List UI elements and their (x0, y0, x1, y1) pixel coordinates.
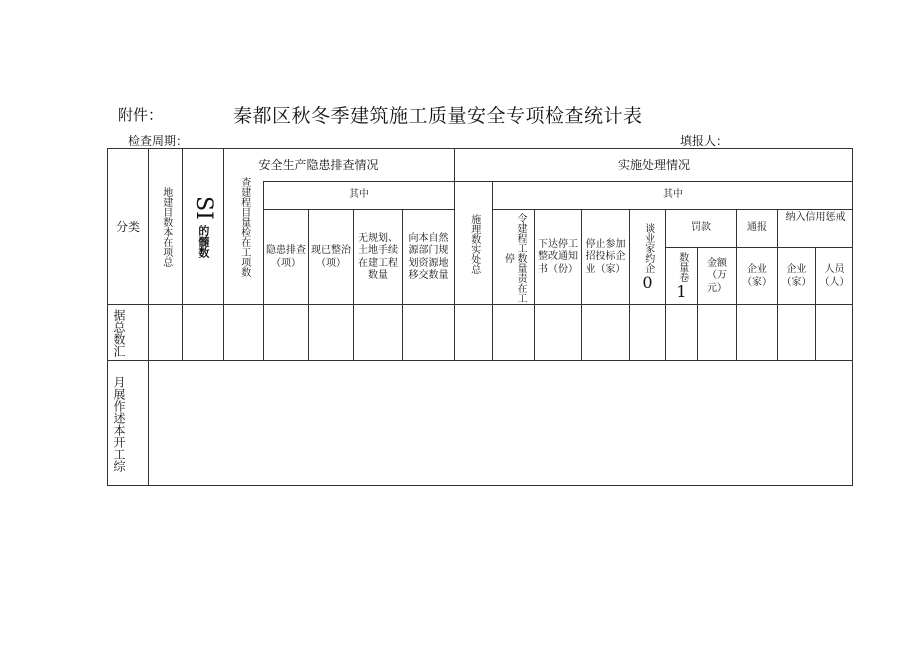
summary-cell (736, 304, 777, 360)
col-stop-work-header (492, 209, 534, 305)
row-work-text: 月展作述本开工综 (112, 375, 126, 472)
col-total-action-header (454, 181, 492, 305)
col-fine-amount-header: 金额（万元） (697, 247, 736, 305)
summary-cell (697, 304, 736, 360)
row-summary-text: 据总数汇 (112, 308, 126, 357)
col-fine-count-header (665, 247, 697, 305)
col-ban-bid-header: 停止参加招投标企业（家） (581, 209, 629, 305)
summary-cell (402, 304, 454, 360)
inspection-period-label: 检查周期： (128, 134, 189, 148)
summary-cell (353, 304, 402, 360)
col-sites-text: 地建目数本在项总 (160, 187, 172, 267)
summary-cell (308, 304, 353, 360)
summary-cell (581, 304, 629, 360)
summary-cell (629, 304, 665, 360)
col-interview-count: 0 (642, 272, 653, 292)
group-safety-header: 安全生产隐患排查情况 (182, 148, 454, 181)
col-interview-header (629, 209, 665, 305)
col-fine-count-mark: 1 (676, 281, 687, 301)
summary-cell (492, 304, 534, 360)
summary-cell (182, 304, 223, 360)
col-credit-person-header: 人员（人） (815, 247, 853, 305)
col-notice-header: 下达停工整改通知书（份） (534, 209, 581, 305)
summary-cell (534, 304, 581, 360)
page-title: 秦都区秋冬季建筑施工质量安全专项检查统计表 (233, 105, 643, 127)
row-summary-label (107, 304, 148, 360)
table-right-border (852, 148, 853, 486)
category-header: 分类 (107, 148, 148, 305)
col-notify-company-header: 企业（家） (736, 247, 777, 305)
col-notify-header: 通报 (736, 209, 777, 247)
col-si-text: 的髓数 (196, 225, 210, 259)
group-action-header: 实施处理情况 (454, 148, 853, 181)
sub-qizhong-left: 其中 (263, 181, 454, 209)
col-stop-work-text: 令建程工数量责在工停 (502, 212, 526, 303)
col-total-action-text: 施理数实处总 (468, 213, 480, 274)
col-si-mark: SI (190, 195, 216, 220)
col-credit-company-header: 企业（家） (777, 247, 815, 305)
summary-cell (148, 304, 182, 360)
attachment-label: 附件： (118, 106, 164, 124)
col-unplanned-header: 无规划、土地手续在建工程数量 (353, 209, 402, 305)
summary-cell (263, 304, 308, 360)
col-fine-header: 罚款 (665, 209, 736, 247)
col-inspected-text: 查建程目量检在工项数 (238, 177, 250, 277)
summary-cell (665, 304, 697, 360)
col-credit-header: 纳入信用惩戒 (777, 209, 853, 247)
summary-cell (777, 304, 815, 360)
filler-label: 填报人： (680, 134, 729, 148)
sub-qizhong-right: 其中 (492, 181, 853, 209)
col-rectified-header: 现已整治（项） (308, 209, 353, 305)
col-hazards-header: 隐患排查（项） (263, 209, 308, 305)
col-fine-count-text: 数量卷 (676, 251, 688, 282)
row-work-label (107, 360, 148, 486)
summary-cell (223, 304, 263, 360)
summary-cell (815, 304, 853, 360)
table-bottom-border (107, 485, 853, 486)
col-transfer-header: 向本自然源部门规划资源地移交数量 (402, 209, 454, 305)
summary-cell (454, 304, 492, 360)
col-interview-text: 谈业家约企 (642, 222, 654, 273)
col-sites-header (148, 148, 182, 305)
work-summary-cell (148, 360, 853, 486)
